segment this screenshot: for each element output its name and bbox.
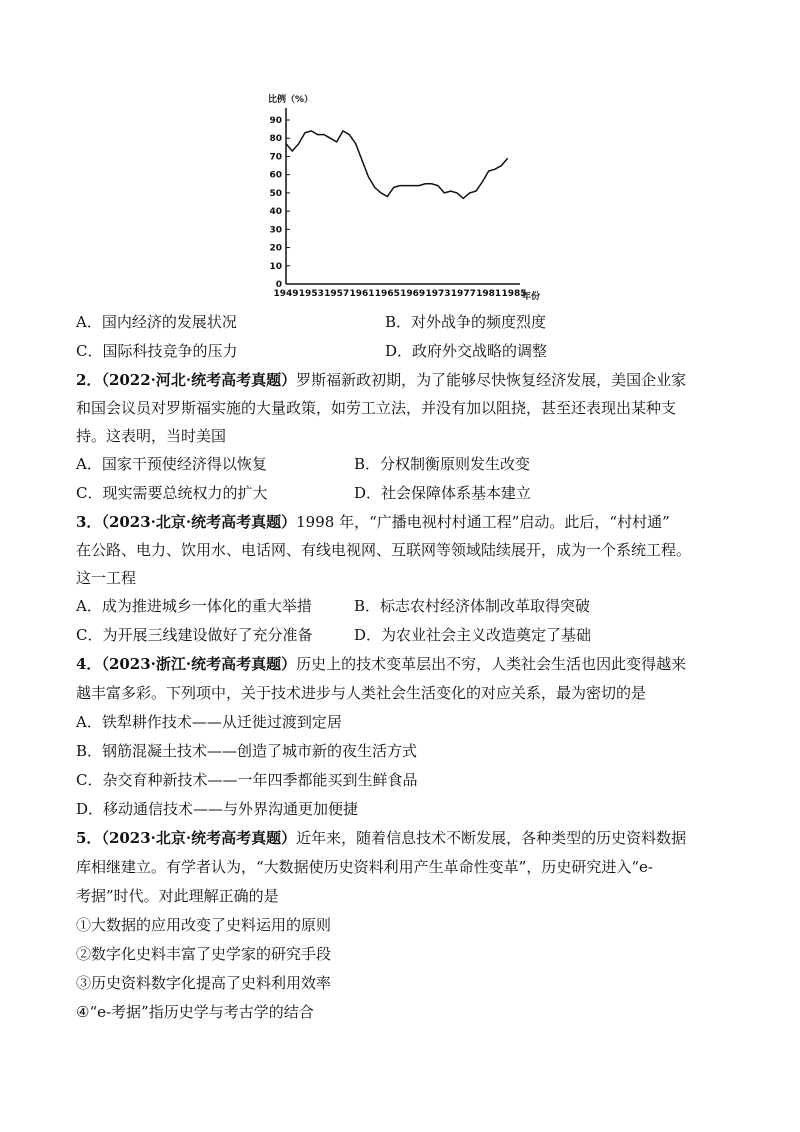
- y-tick-label: 20: [269, 243, 282, 254]
- q3-option-d[interactable]: D．为农业社会主义改造奠定了基础: [354, 626, 592, 644]
- y-axis-label: 比例（%）: [268, 95, 314, 105]
- q1-option-d[interactable]: D．政府外交战略的调整: [385, 342, 548, 360]
- q2-stem-line: 和国会议员对罗斯福实施的大量政策，如劳工立法，并没有加以阻挠，甚至还表现出某种支: [76, 399, 677, 417]
- q2-option-a[interactable]: A．国家干预使经济得以恢复: [76, 455, 267, 473]
- q5-text: 近年来，随着信息技术不断发展，各种类型的历史资料数据: [296, 829, 687, 847]
- x-tick-label: 1957: [324, 289, 350, 299]
- q3-number: 3．: [76, 513, 102, 531]
- x-tick-label: 1985: [501, 289, 527, 299]
- y-tick-label: 50: [269, 188, 282, 199]
- q2-number: 2．: [76, 371, 102, 389]
- x-tick-label: 1981: [476, 289, 502, 299]
- q5-number: 5．: [76, 829, 102, 847]
- y-tick-label: 70: [269, 152, 282, 163]
- q1-option-a[interactable]: A．国内经济的发展状况: [76, 313, 237, 331]
- q2-stem-line: 持。这表明，当时美国: [76, 427, 227, 445]
- y-tick-label: 0: [275, 280, 282, 290]
- q2-text: 罗斯福新政初期，为了能够尽快恢复经济发展，美国企业家: [296, 371, 687, 389]
- y-tick-label: 60: [269, 170, 282, 181]
- q5-statement-3: ③历史资料数字化提高了史料利用效率: [76, 974, 332, 992]
- q3-stem-line: 这一工程: [76, 569, 137, 587]
- x-tick-label: 1965: [374, 289, 400, 299]
- q3-stem-line: [76, 512, 670, 532]
- q5-statement-2: ②数字化史料丰富了史学家的研究手段: [76, 945, 332, 963]
- q4-option-d[interactable]: D．移动通信技术——与外界沟通更加便捷: [76, 800, 359, 818]
- q2-option-c[interactable]: C．现实需要总统权力的扩大: [76, 484, 268, 502]
- q4-stem-line: 越丰富多彩。下列项中，关于技术进步与人类社会生活变化的对应关系，最为密切的是: [76, 684, 647, 702]
- q3-option-a[interactable]: A．成为推进城乡一体化的重大举措: [76, 597, 312, 615]
- q4-text: 历史上的技术变革层出不穷，人类社会生活也因此变得越来: [296, 655, 687, 673]
- q3-option-b[interactable]: B．标志农村经济体制改革取得突破: [354, 597, 591, 615]
- q5-source: （2023·北京·统考高考真题）: [101, 829, 297, 847]
- q2-source: （2022·河北·统考高考真题）: [101, 371, 297, 389]
- q5-statement-4: ④“e-考据”指历史学与考古学的结合: [76, 1003, 314, 1021]
- q3-option-c[interactable]: C．为开展三线建设做好了充分准备: [76, 626, 313, 644]
- x-tick-label: 1973: [425, 289, 451, 299]
- q5-stem-line: 库相继建立。有学者认为，“大数据使历史资料利用产生革命性变革”，历史研究进入“e-: [76, 858, 653, 876]
- q4-stem-line: [76, 654, 686, 674]
- y-tick-label: 10: [269, 261, 282, 272]
- q2-option-b[interactable]: B．分权制衡原则发生改变: [354, 455, 531, 473]
- y-tick-label: 80: [269, 134, 282, 145]
- q4-option-b[interactable]: B．钢筋混凝土技术——创造了城市新的夜生活方式: [76, 742, 418, 760]
- series-line: [286, 131, 508, 199]
- q5-stem-line: 考据”时代。对此理解正确的是: [76, 887, 279, 905]
- y-tick-labels: [269, 116, 290, 290]
- q3-text: 1998 年，“广播电视村村通工程”启动。此后，“村村通”: [296, 513, 670, 531]
- q5-stem-line: [76, 828, 686, 848]
- q2-option-d[interactable]: D．社会保障体系基本建立: [354, 484, 532, 502]
- x-tick-label: 1949: [273, 289, 299, 299]
- q4-source: （2023·浙江·统考高考真题）: [101, 655, 297, 673]
- y-tick-label: 40: [269, 207, 282, 218]
- q4-number: 4．: [76, 655, 102, 673]
- y-tick-label: 90: [269, 116, 282, 126]
- x-tick-labels: [273, 289, 526, 299]
- q3-source: （2023·北京·统考高考真题）: [101, 513, 297, 531]
- x-tick-label: 1969: [400, 289, 426, 299]
- x-tick-label: 1953: [298, 289, 324, 299]
- x-axis-label: 年份: [522, 292, 541, 302]
- x-tick-label: 1961: [349, 289, 375, 299]
- q1-option-b[interactable]: B．对外战争的频度烈度: [385, 313, 547, 331]
- q2-stem-line: [76, 370, 686, 390]
- line-chart: [260, 88, 550, 308]
- q3-stem-line: 在公路、电力、饮用水、电话网、有线电视网、互联网等领域陆续展开，成为一个系统工程。: [76, 541, 692, 559]
- q5-statement-1: ①大数据的应用改变了史料运用的原则: [76, 916, 332, 934]
- x-tick-label: 1977: [450, 289, 476, 299]
- q1-option-c[interactable]: C．国际科技竞争的压力: [76, 342, 238, 360]
- q4-option-c[interactable]: C．杂交育种新技术——一年四季都能买到生鲜食品: [76, 771, 418, 789]
- q4-option-a[interactable]: A．铁犁耕作技术——从迁徙过渡到定居: [76, 713, 342, 731]
- y-tick-label: 30: [269, 225, 282, 236]
